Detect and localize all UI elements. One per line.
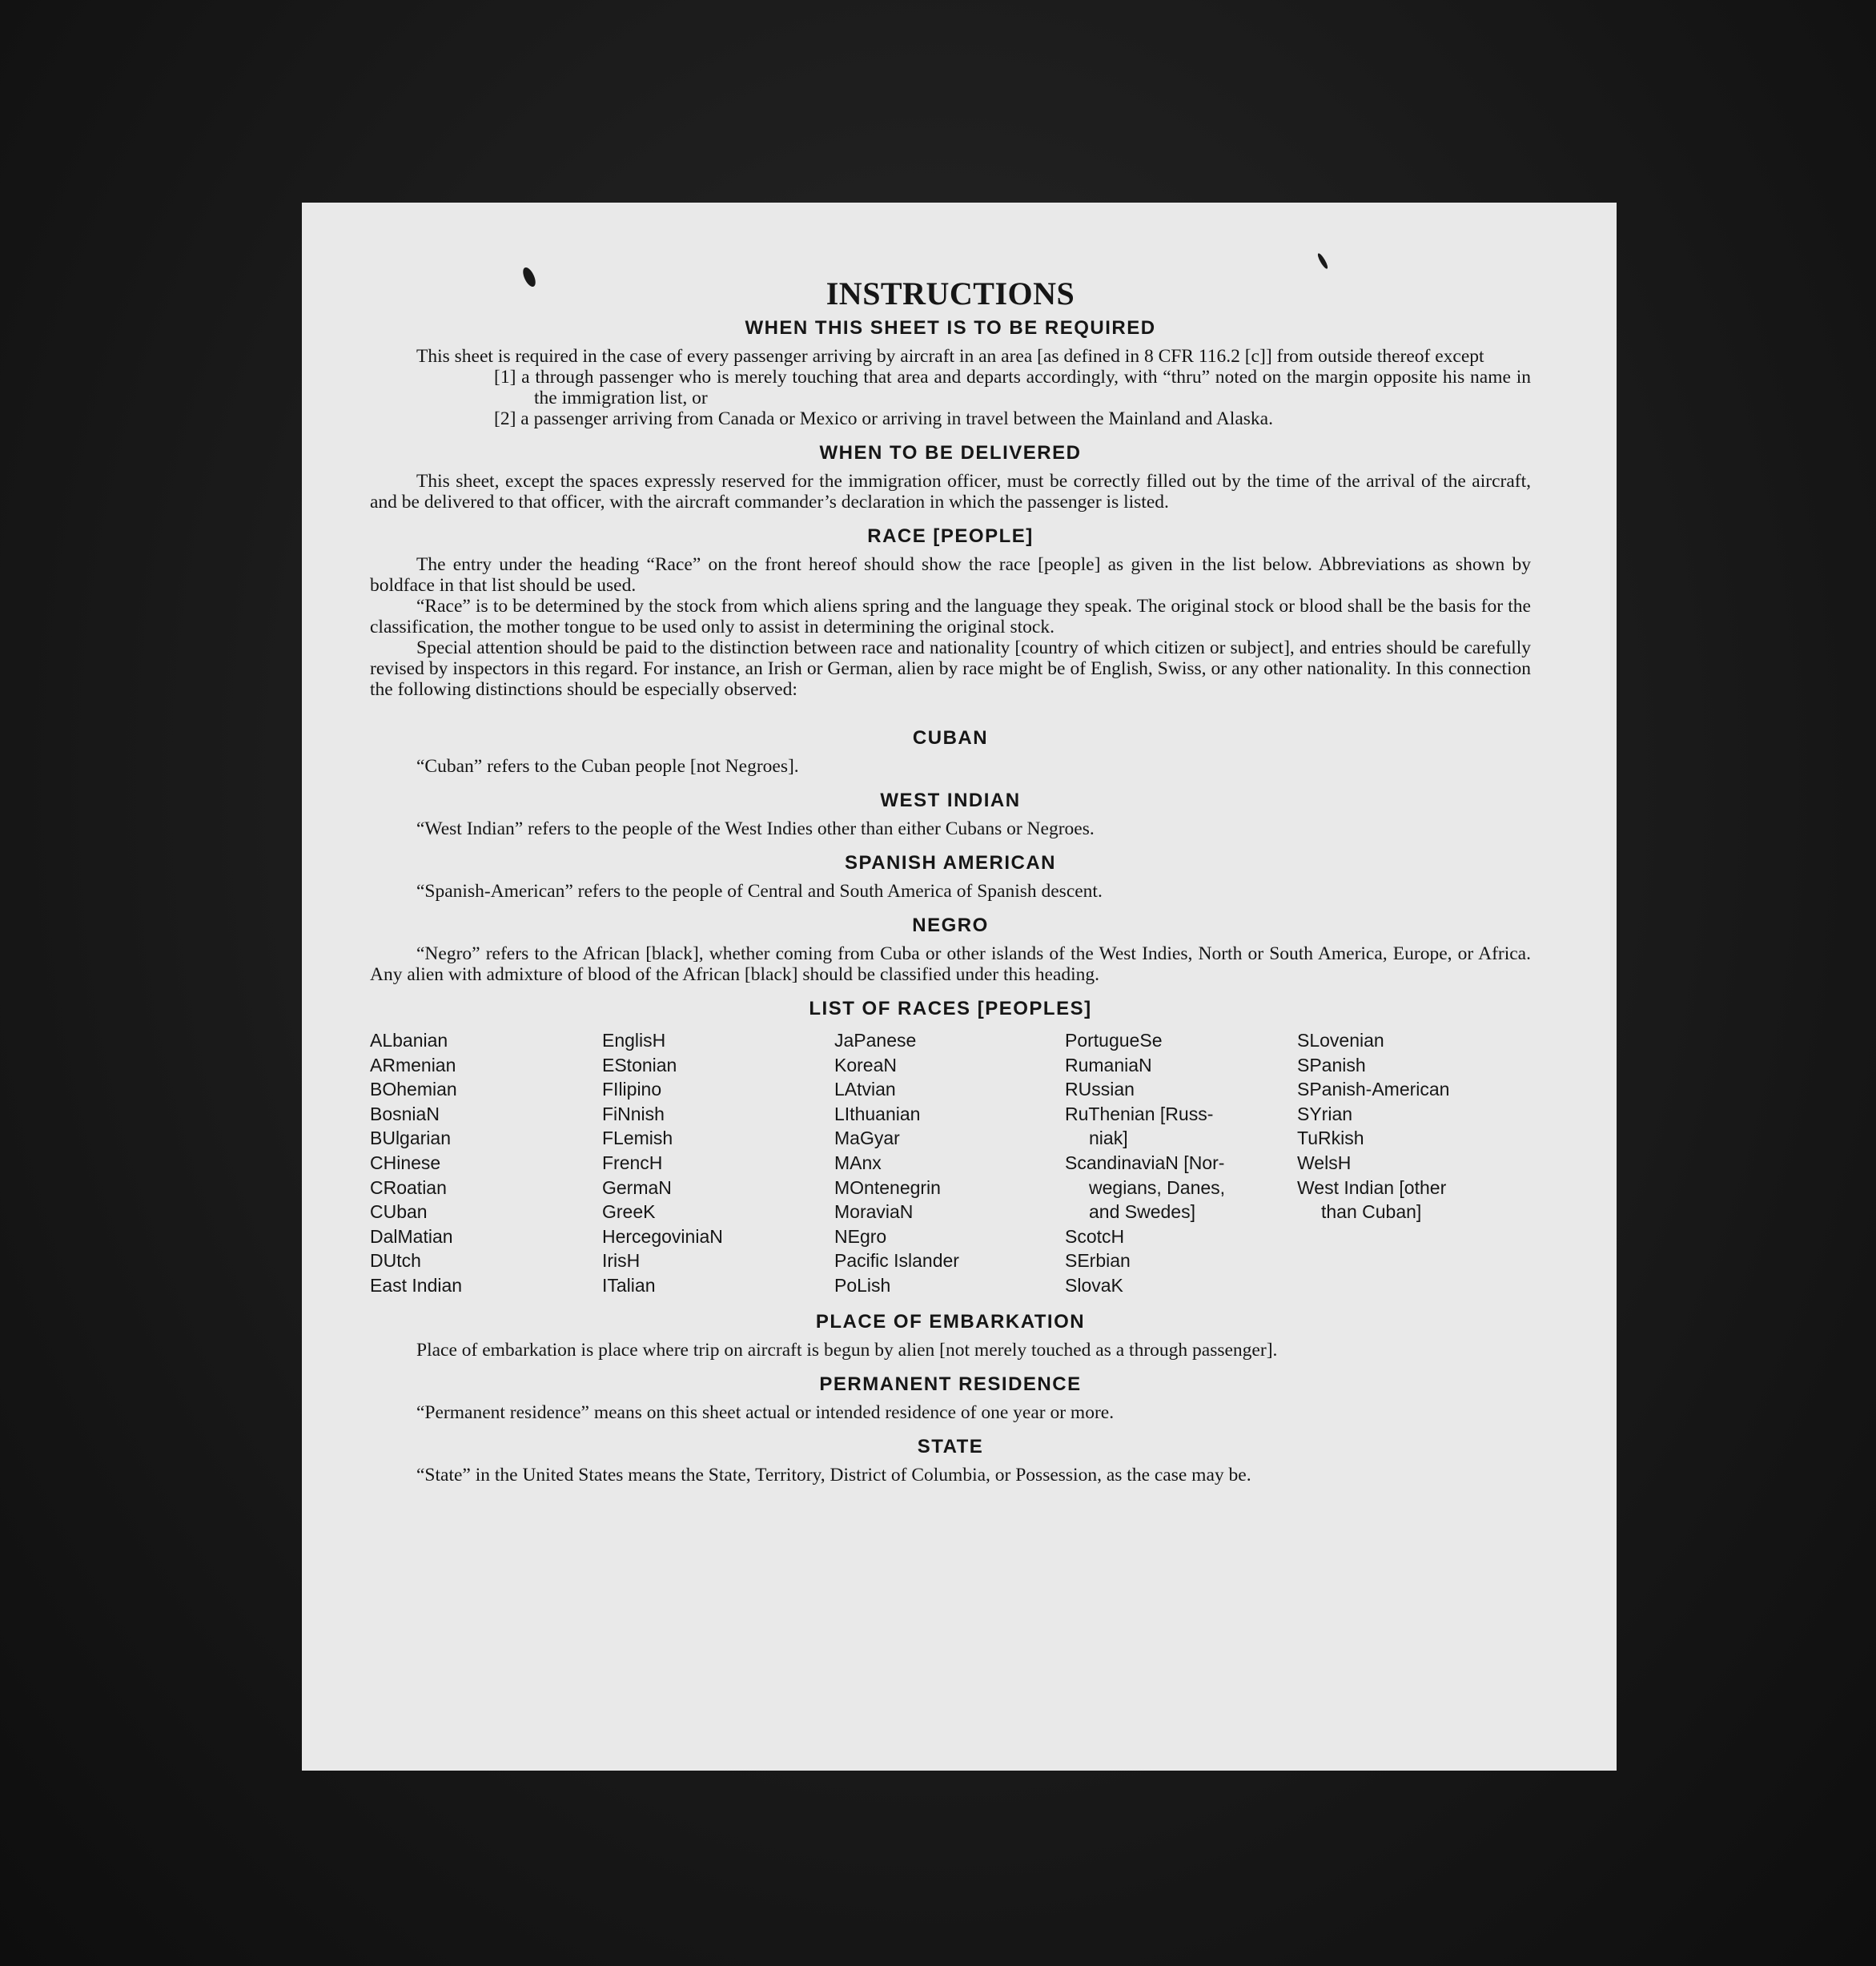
paragraph-state: “State” in the United States means the State, Territory, District of Columbia, or Possession, as the case may be. xyxy=(416,1464,1251,1486)
race-item: FIlipino xyxy=(602,1079,662,1100)
paragraph-negro: “Negro” refers to the African [black], whether coming from Cuba or other islands of the West Indies, North or South America, Europe, or Africa. Any alien with admixture of blood of the African [black] should be classified under this heading. xyxy=(370,943,1531,985)
race-item: EStonian xyxy=(602,1054,677,1075)
race-item: MoraviaN xyxy=(834,1201,914,1223)
paragraph-when-delivered: This sheet, except the spaces expressly reserved for the immigration officer, must be correctly filled out by the time of the arrival of the aircraft, and be delivered to that officer, with the aircraft commander’s declaration in which the passenger is listed. xyxy=(370,471,1531,513)
instruction-sheet xyxy=(302,203,1617,1771)
race-item: West Indian [other xyxy=(1297,1176,1447,1198)
race-item: CRoatian xyxy=(370,1176,447,1198)
race-item: FLemish xyxy=(602,1128,673,1149)
race-item-continuation: niak] xyxy=(1089,1128,1128,1149)
race-item: FrencH xyxy=(602,1152,663,1173)
race-item: DalMatian xyxy=(370,1225,453,1247)
races-column-5 xyxy=(1297,1028,1531,1298)
race-item: SPanish xyxy=(1297,1054,1366,1075)
race-item: LIthuanian xyxy=(834,1103,921,1124)
heading-race: RACE [PEOPLE] xyxy=(867,525,1034,547)
race-item: ScotcH xyxy=(1065,1225,1125,1247)
heading-state: STATE xyxy=(917,1435,984,1457)
race-item: WelsH xyxy=(1297,1152,1352,1173)
race-item: SlovaK xyxy=(1065,1274,1123,1296)
race-item: BosniaN xyxy=(370,1103,440,1124)
race-item: MOntenegrin xyxy=(834,1176,941,1198)
heading-spanish-american: SPANISH AMERICAN xyxy=(844,852,1056,874)
heading-west-indian: WEST INDIAN xyxy=(880,790,1021,811)
page-title: INSTRUCTIONS xyxy=(826,275,1075,312)
race-item: CUban xyxy=(370,1201,428,1223)
race-item: RuThenian [Russ- xyxy=(1065,1103,1214,1124)
race-item: PoLish xyxy=(834,1274,891,1296)
race-item: CHinese xyxy=(370,1152,441,1173)
race-item-continuation: than Cuban] xyxy=(1321,1201,1422,1223)
races-column-3 xyxy=(834,1028,1065,1298)
race-item: ALbanian xyxy=(370,1030,448,1051)
race-item: JaPanese xyxy=(834,1030,917,1051)
paragraph-race-1: The entry under the heading “Race” on the front hereof should show the race [people] as given in the list below. Abbreviations as shown by boldface in that list should be used. xyxy=(370,554,1531,596)
race-item: NEgro xyxy=(834,1225,887,1247)
heading-embarkation: PLACE OF EMBARKATION xyxy=(815,1310,1086,1333)
race-item: EnglisH xyxy=(602,1030,666,1051)
heading-when-delivered: WHEN TO BE DELIVERED xyxy=(819,442,1082,464)
race-item: KoreaN xyxy=(834,1054,897,1075)
paragraph-required-intro: This sheet is required in the case of every passenger arriving by aircraft in an area [as defined in 8 CFR 116.2 [c]] from outside thereof except xyxy=(416,346,1484,367)
race-item: SLovenian xyxy=(1297,1030,1384,1051)
race-item: MAnx xyxy=(834,1152,882,1173)
race-item: ARmenian xyxy=(370,1054,456,1075)
race-item: IrisH xyxy=(602,1250,641,1272)
race-item: Pacific Islander xyxy=(834,1250,959,1272)
race-item: RumaniaN xyxy=(1065,1054,1152,1075)
race-item: HercegoviniaN xyxy=(602,1225,723,1247)
races-column-1 xyxy=(370,1028,602,1298)
race-item-continuation: wegians, Danes, xyxy=(1089,1176,1226,1198)
race-item: SErbian xyxy=(1065,1250,1131,1272)
race-item: East Indian xyxy=(370,1274,463,1296)
paragraph-spanish-american: “Spanish-American” refers to the people of Central and South America of Spanish descent. xyxy=(416,881,1103,902)
sheet-content xyxy=(370,275,1531,1486)
list-item-exception-1: [1] a through passenger who is merely touching that area and departs accordingly, with “thru” noted on the margin opposite his name in the immigration list, or xyxy=(494,367,1531,408)
race-item: FiNnish xyxy=(602,1103,665,1124)
race-item: GermaN xyxy=(602,1176,672,1198)
race-item: ITalian xyxy=(602,1274,656,1296)
paragraph-race-2: “Race” is to be determined by the stock from which aliens spring and the language they speak. The original stock or blood shall be the basis for the classification, the mother tongue to be used only to assist in determining the original stock. xyxy=(370,596,1531,637)
races-list xyxy=(370,1028,1531,1298)
race-item: LAtvian xyxy=(834,1079,896,1100)
race-item: PortugueSe xyxy=(1065,1030,1163,1051)
heading-when-required: WHEN THIS SHEET IS TO BE REQUIRED xyxy=(745,317,1156,339)
paragraph-race-3: Special attention should be paid to the distinction between race and nationality [country of which citizen or subject], and entries should be carefully revised by inspectors in this regard. For instance, an Irish or German, alien by race might be of English, Swiss, or any other nationality. In this connection the following distinctions should be especially observed: xyxy=(370,637,1531,700)
race-item: BUlgarian xyxy=(370,1128,451,1149)
race-item: DUtch xyxy=(370,1250,421,1272)
heading-list-of-races: LIST OF RACES [PEOPLES] xyxy=(809,998,1092,1019)
heading-negro: NEGRO xyxy=(912,915,989,936)
race-item: BOhemian xyxy=(370,1079,457,1100)
race-item: GreeK xyxy=(602,1201,656,1223)
races-column-2 xyxy=(602,1028,834,1298)
paragraph-west-indian: “West Indian” refers to the people of the West Indies other than either Cubans or Negroes. xyxy=(416,818,1095,839)
list-item-exception-2: [2] a passenger arriving from Canada or Mexico or arriving in travel between the Mainland and Alaska. xyxy=(494,408,1273,429)
paragraph-cuban: “Cuban” refers to the Cuban people [not Negroes]. xyxy=(416,756,799,777)
paragraph-permanent-residence: “Permanent residence” means on this sheet actual or intended residence of one year or more. xyxy=(416,1401,1115,1423)
race-item: ScandinaviaN [Nor- xyxy=(1065,1152,1225,1173)
races-column-4 xyxy=(1065,1028,1297,1298)
race-item: MaGyar xyxy=(834,1128,900,1149)
race-item: RUssian xyxy=(1065,1079,1135,1100)
race-item: SPanish-American xyxy=(1297,1079,1450,1100)
race-item: TuRkish xyxy=(1297,1128,1364,1149)
heading-permanent-residence: PERMANENT RESIDENCE xyxy=(819,1373,1082,1395)
race-item-continuation: and Swedes] xyxy=(1089,1201,1195,1223)
ink-speck xyxy=(1316,252,1329,270)
race-item: SYrian xyxy=(1297,1103,1353,1124)
heading-cuban: CUBAN xyxy=(912,727,989,749)
paragraph-embarkation: Place of embarkation is place where trip on aircraft is begun by alien [not merely touched as a through passenger]. xyxy=(416,1339,1278,1361)
